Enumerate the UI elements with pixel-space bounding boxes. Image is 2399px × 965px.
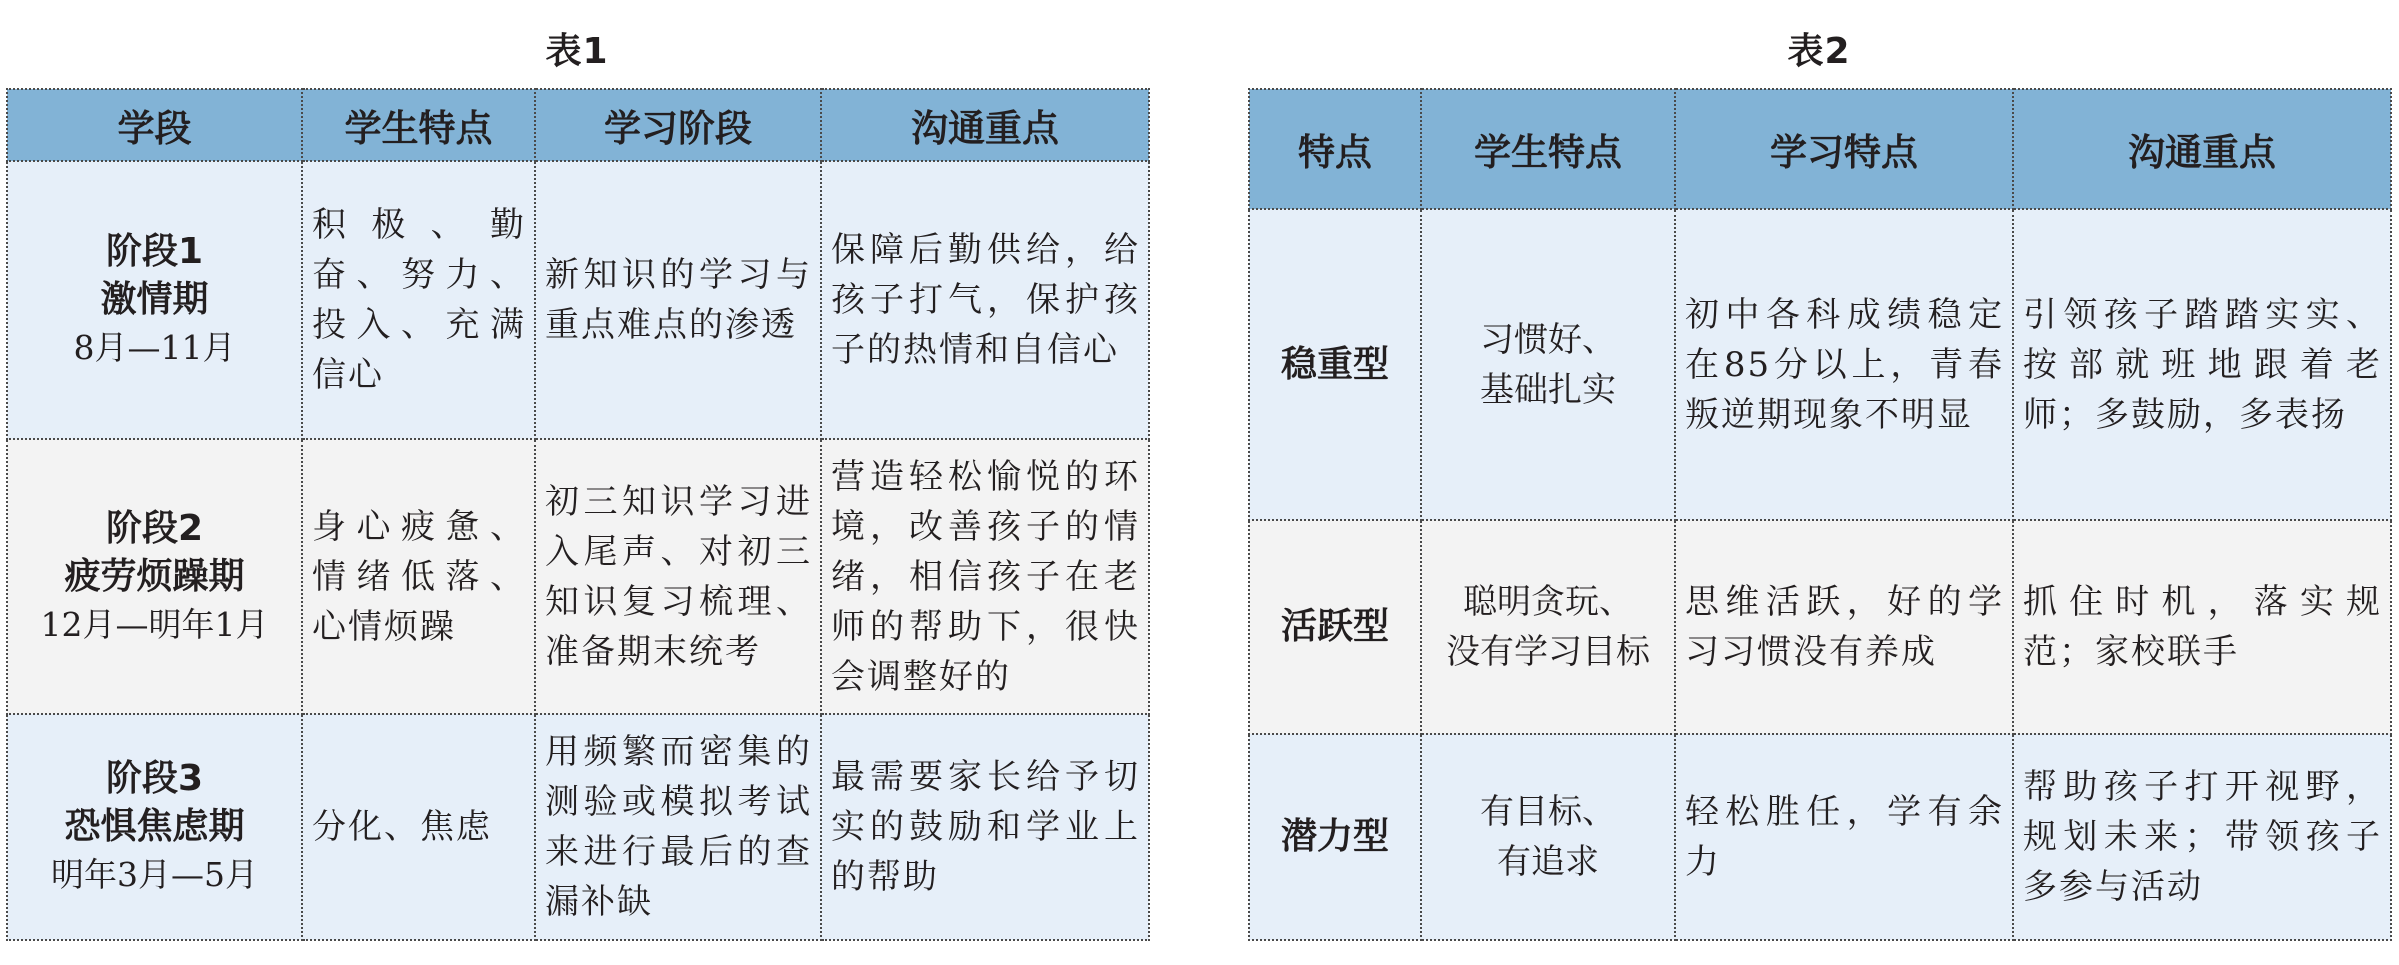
focus-cell: 营造轻松愉悦的环境，改善孩子的情绪，相信孩子在老师的帮助下，很快会调整好的 xyxy=(821,439,1149,714)
traits-line-2: 有追求 xyxy=(1497,842,1599,882)
traits-cell: 积极、勤奋、努力、投入、充满信心 xyxy=(302,161,535,439)
learning-cell: 初三知识学习进入尾声、对初三知识复习梳理、准备期末统考 xyxy=(535,439,821,714)
table-2-header-traits: 学生特点 xyxy=(1421,89,1675,209)
table-1-container xyxy=(6,0,1148,941)
type-cell: 活跃型 xyxy=(1249,520,1421,734)
traits-cell xyxy=(1421,209,1675,520)
table-row xyxy=(7,439,1149,714)
traits-line-1: 有目标、 xyxy=(1480,792,1616,832)
type-cell: 稳重型 xyxy=(1249,209,1421,520)
table-1-header-traits: 学生特点 xyxy=(302,89,535,161)
focus-cell: 最需要家长给予切实的鼓励和学业上的帮助 xyxy=(821,714,1149,940)
learning-cell: 思维活跃，好的学习习惯没有养成 xyxy=(1675,520,2013,734)
focus-cell: 帮助孩子打开视野，规划未来；带领孩子多参与活动 xyxy=(2013,734,2391,940)
table-1-header-row xyxy=(7,89,1149,161)
table-row xyxy=(7,161,1149,439)
focus-cell: 引领孩子踏踏实实、按部就班地跟着老师；多鼓励，多表扬 xyxy=(2013,209,2391,520)
focus-cell: 抓住时机，落实规范；家校联手 xyxy=(2013,520,2391,734)
focus-cell: 保障后勤供给，给孩子打气，保护孩子的热情和自信心 xyxy=(821,161,1149,439)
table-1 xyxy=(6,88,1150,941)
stage-cell xyxy=(7,439,302,714)
learning-cell: 新知识的学习与重点难点的渗透 xyxy=(535,161,821,439)
stage-phase: 恐惧焦虑期 xyxy=(64,806,245,847)
traits-cell xyxy=(1421,734,1675,940)
stage-phase: 激情期 xyxy=(100,279,209,320)
table-row xyxy=(1249,209,2391,520)
table-2-header-focus: 沟通重点 xyxy=(2013,89,2391,209)
stage-cell xyxy=(7,714,302,940)
table-1-header-focus: 沟通重点 xyxy=(821,89,1149,161)
table-2 xyxy=(1248,88,2392,941)
type-cell: 潜力型 xyxy=(1249,734,1421,940)
table-1-header-learning: 学习阶段 xyxy=(535,89,821,161)
traits-line-1: 习惯好、 xyxy=(1480,319,1616,360)
stage-name: 阶段3 xyxy=(105,758,204,799)
table-row xyxy=(1249,520,2391,734)
stage-name: 阶段2 xyxy=(105,507,204,549)
traits-line-1: 聪明贪玩、 xyxy=(1463,582,1633,622)
table-2-container xyxy=(1248,0,2390,941)
table-row xyxy=(1249,734,2391,940)
learning-cell: 初中各科成绩稳定在85分以上，青春叛逆期现象不明显 xyxy=(1675,209,2013,520)
traits-line-2: 没有学习目标 xyxy=(1446,632,1650,672)
traits-line-2: 基础扎实 xyxy=(1480,369,1616,410)
table-2-header-row xyxy=(1249,89,2391,209)
learning-cell: 轻松胜任，学有余力 xyxy=(1675,734,2013,940)
table-2-header-type: 特点 xyxy=(1249,89,1421,209)
stage-period: 12月—明年1月 xyxy=(40,604,269,644)
table-2-caption: 表2 xyxy=(1787,31,1851,72)
table-1-header-stage: 学段 xyxy=(7,89,302,161)
stage-cell xyxy=(7,161,302,439)
traits-cell: 身心疲惫、情绪低落、心情烦躁 xyxy=(302,439,535,714)
stage-period: 明年3月—5月 xyxy=(51,855,258,894)
table-2-header-learning: 学习特点 xyxy=(1675,89,2013,209)
traits-cell xyxy=(1421,520,1675,734)
table-1-caption: 表1 xyxy=(545,31,609,72)
learning-cell: 用频繁而密集的测验或模拟考试来进行最后的查漏补缺 xyxy=(535,714,821,940)
stage-phase: 疲劳烦躁期 xyxy=(64,555,245,597)
stage-name: 阶段1 xyxy=(105,231,204,272)
stage-period: 8月—11月 xyxy=(73,328,236,367)
traits-cell: 分化、焦虑 xyxy=(302,714,535,940)
table-row xyxy=(7,714,1149,940)
